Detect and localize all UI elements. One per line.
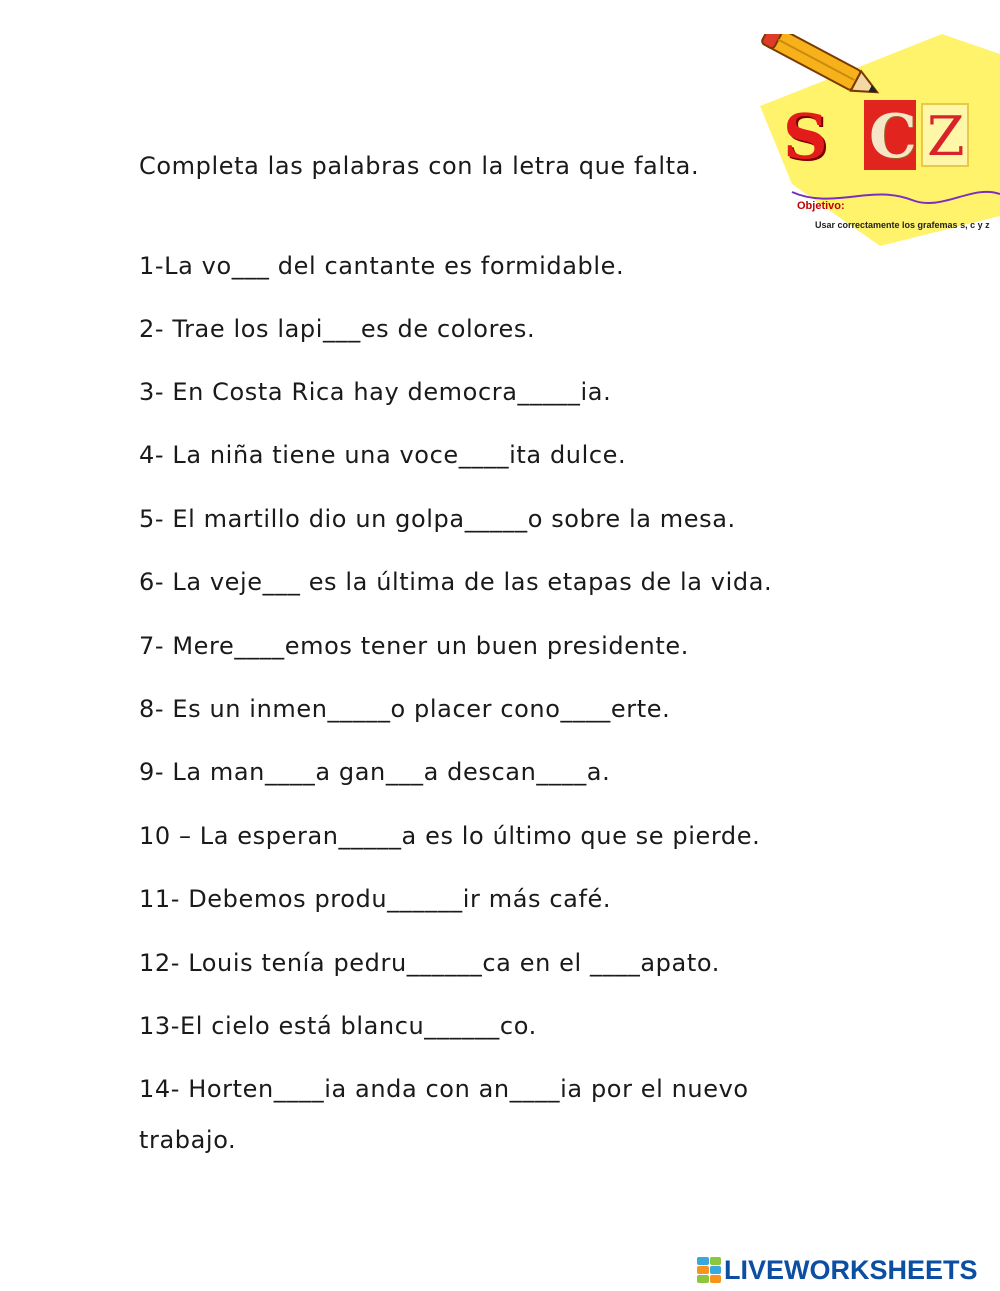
liveworksheets-icon [697, 1257, 721, 1283]
exercise-line-1: 1-La vo___ del cantante es formidable. [139, 252, 625, 280]
exercise-line-5: 5- El martillo dio un golpa_____o sobre la mesa. [139, 505, 736, 533]
logo-letter-z: Z [927, 105, 965, 168]
exercise-line-7: 7- Mere____emos tener un buen presidente. [139, 632, 689, 660]
exercise-line-10: 10 – La esperan_____a es lo último que se pierde. [139, 822, 761, 850]
logo-letter-s: S [783, 100, 828, 173]
exercise-line-14: 14- Horten____ia anda con an____ia por el nuevo [139, 1075, 749, 1103]
exercise-line-2: 2- Trae los lapi___es de colores. [139, 315, 536, 343]
exercise-line-14-continued: trabajo. [139, 1126, 237, 1154]
exercise-line-4: 4- La niña tiene una voce____ita dulce. [139, 441, 627, 469]
brand-name: LIVEWORKSHEETS [724, 1254, 978, 1285]
exercise-line-12: 12- Louis tenía pedru______ca en el ____apato. [139, 949, 720, 977]
logo-letter-c: C [869, 102, 917, 172]
objective-text: Usar correctamente los grafemas s, c y z [815, 220, 990, 230]
instruction-text: Completa las palabras con la letra que falta. [139, 152, 700, 180]
exercise-line-11: 11- Debemos produ______ir más café. [139, 885, 612, 913]
exercise-line-13: 13-El cielo está blancu______co. [139, 1012, 537, 1040]
objective-label: Objetivo: [797, 200, 845, 212]
exercise-line-6: 6- La veje___ es la última de las etapas de la vida. [139, 568, 773, 596]
exercise-line-3: 3- En Costa Rica hay democra_____ia. [139, 378, 612, 406]
exercise-line-8: 8- Es un inmen_____o placer cono____erte. [139, 695, 671, 723]
exercise-line-9: 9- La man____a gan___a descan____a. [139, 758, 611, 786]
liveworksheets-logo [697, 1255, 978, 1285]
